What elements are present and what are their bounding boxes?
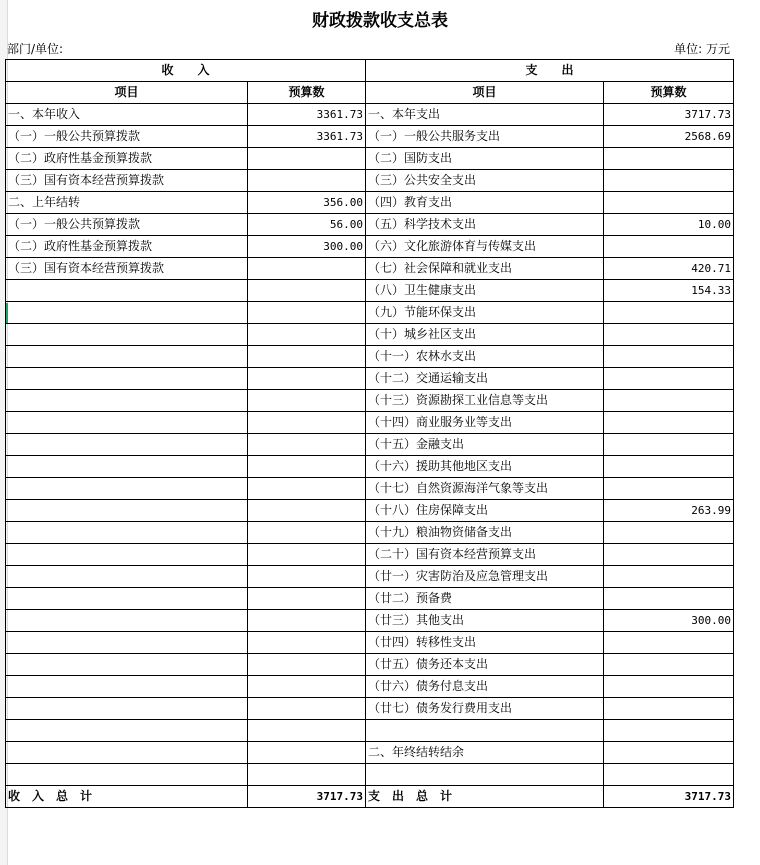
income-value-cell[interactable] xyxy=(248,588,366,610)
expense-value-cell[interactable] xyxy=(604,676,734,698)
expense-item-cell[interactable]: （九）节能环保支出 xyxy=(366,302,604,324)
expense-value-cell[interactable]: 2568.69 xyxy=(604,126,734,148)
table-row xyxy=(6,544,734,566)
income-item-cell[interactable] xyxy=(6,588,248,610)
income-item-cell[interactable]: 二、上年结转 xyxy=(6,192,248,214)
total-income-value[interactable]: 3717.73 xyxy=(248,786,366,808)
table-row xyxy=(6,258,734,280)
income-item-cell[interactable] xyxy=(6,676,248,698)
expense-value-cell[interactable] xyxy=(604,764,734,786)
income-value-cell[interactable]: 356.00 xyxy=(248,192,366,214)
table-row xyxy=(6,632,734,654)
expense-value-cell[interactable]: 420.71 xyxy=(604,258,734,280)
table-row xyxy=(6,302,734,324)
expense-item-cell[interactable]: （廿一）灾害防治及应急管理支出 xyxy=(366,566,604,588)
income-value-cell[interactable] xyxy=(248,390,366,412)
expense-value-cell[interactable] xyxy=(604,566,734,588)
expense-budget-header[interactable]: 预算数 xyxy=(604,82,734,104)
expense-value-cell[interactable] xyxy=(604,170,734,192)
expense-item-cell[interactable]: （廿七）债务发行费用支出 xyxy=(366,698,604,720)
table-row xyxy=(6,412,734,434)
expense-value-cell[interactable] xyxy=(604,346,734,368)
expense-section-header[interactable]: 支 出 xyxy=(366,60,734,82)
expense-value-cell[interactable]: 10.00 xyxy=(604,214,734,236)
expense-value-cell[interactable] xyxy=(604,456,734,478)
expense-item-cell[interactable]: （十九）粮油物资储备支出 xyxy=(366,522,604,544)
expense-item-cell[interactable]: （廿五）债务还本支出 xyxy=(366,654,604,676)
expense-item-cell[interactable] xyxy=(366,764,604,786)
expense-value-cell[interactable] xyxy=(604,148,734,170)
table-row xyxy=(6,104,734,126)
column-header-row xyxy=(6,82,734,104)
expense-item-cell[interactable]: （廿四）转移性支出 xyxy=(366,632,604,654)
expense-item-cell[interactable]: （二十）国有资本经营预算支出 xyxy=(366,544,604,566)
total-row xyxy=(6,786,734,808)
income-item-cell[interactable]: （二）政府性基金预算拨款 xyxy=(6,236,248,258)
table-row xyxy=(6,610,734,632)
income-item-cell[interactable] xyxy=(6,720,248,742)
income-item-cell[interactable] xyxy=(6,500,248,522)
income-value-cell[interactable] xyxy=(248,544,366,566)
expense-value-cell[interactable] xyxy=(604,478,734,500)
page-title: 财政拨款收支总表 xyxy=(312,11,448,31)
table-row xyxy=(6,522,734,544)
income-item-header[interactable]: 项目 xyxy=(6,82,248,104)
table-row xyxy=(6,390,734,412)
income-value-cell[interactable] xyxy=(248,698,366,720)
department-label: 部门/单位: xyxy=(7,42,64,56)
income-item-cell[interactable] xyxy=(6,610,248,632)
unit-label: 单位: 万元 xyxy=(674,42,730,56)
expense-value-cell[interactable] xyxy=(604,544,734,566)
income-item-cell[interactable]: （三）国有资本经营预算拨款 xyxy=(6,170,248,192)
income-value-cell[interactable] xyxy=(248,720,366,742)
expense-item-cell[interactable]: （十八）住房保障支出 xyxy=(366,500,604,522)
income-item-cell[interactable] xyxy=(6,368,248,390)
income-value-cell[interactable]: 3361.73 xyxy=(248,126,366,148)
expense-item-cell[interactable]: （廿三）其他支出 xyxy=(366,610,604,632)
income-value-cell[interactable] xyxy=(248,324,366,346)
expense-item-cell[interactable]: （十一）农林水支出 xyxy=(366,346,604,368)
income-value-cell[interactable] xyxy=(248,522,366,544)
table-row xyxy=(6,192,734,214)
income-value-cell[interactable] xyxy=(248,478,366,500)
expense-value-cell[interactable]: 300.00 xyxy=(604,610,734,632)
income-item-cell[interactable] xyxy=(6,522,248,544)
expense-item-cell[interactable]: 二、年终结转结余 xyxy=(366,742,604,764)
income-value-cell[interactable] xyxy=(248,170,366,192)
expense-value-cell[interactable] xyxy=(604,742,734,764)
income-value-cell[interactable] xyxy=(248,610,366,632)
table-row xyxy=(6,214,734,236)
income-value-cell[interactable] xyxy=(248,412,366,434)
table-row xyxy=(6,280,734,302)
expense-item-cell[interactable]: （二）国防支出 xyxy=(366,148,604,170)
expense-value-cell[interactable] xyxy=(604,412,734,434)
table-row xyxy=(6,126,734,148)
income-item-cell[interactable] xyxy=(6,566,248,588)
table-row xyxy=(6,720,734,742)
income-item-cell[interactable] xyxy=(6,434,248,456)
expense-value-cell[interactable] xyxy=(604,720,734,742)
table-row xyxy=(6,742,734,764)
total-income-label[interactable]: 收 入 总 计 xyxy=(6,786,248,808)
income-value-cell[interactable] xyxy=(248,742,366,764)
income-item-cell[interactable] xyxy=(6,654,248,676)
income-item-cell[interactable]: 一、本年收入 xyxy=(6,104,248,126)
income-item-cell[interactable] xyxy=(6,544,248,566)
income-item-cell[interactable] xyxy=(6,456,248,478)
expense-value-cell[interactable] xyxy=(604,390,734,412)
expense-item-cell[interactable]: （十）城乡社区支出 xyxy=(366,324,604,346)
income-item-cell[interactable]: （三）国有资本经营预算拨款 xyxy=(6,258,248,280)
expense-item-cell[interactable] xyxy=(366,720,604,742)
income-value-cell[interactable] xyxy=(248,632,366,654)
section-header-row xyxy=(6,60,734,82)
expense-value-cell[interactable] xyxy=(604,236,734,258)
income-item-cell[interactable] xyxy=(6,764,248,786)
expense-item-cell[interactable]: （十四）商业服务业等支出 xyxy=(366,412,604,434)
income-item-cell[interactable] xyxy=(6,324,248,346)
expense-item-cell[interactable]: （廿二）预备费 xyxy=(366,588,604,610)
income-value-cell[interactable] xyxy=(248,500,366,522)
table-row xyxy=(6,566,734,588)
table-row xyxy=(6,456,734,478)
income-value-cell[interactable] xyxy=(248,566,366,588)
income-value-cell[interactable] xyxy=(248,456,366,478)
table-row xyxy=(6,236,734,258)
expense-item-cell[interactable]: （三）公共安全支出 xyxy=(366,170,604,192)
income-value-cell[interactable] xyxy=(248,654,366,676)
income-item-cell[interactable]: （二）政府性基金预算拨款 xyxy=(6,148,248,170)
expense-item-cell[interactable]: （十五）金融支出 xyxy=(366,434,604,456)
expense-value-cell[interactable] xyxy=(604,632,734,654)
expense-item-cell[interactable]: （四）教育支出 xyxy=(366,192,604,214)
income-item-cell[interactable] xyxy=(6,698,248,720)
income-value-cell[interactable] xyxy=(248,302,366,324)
income-item-cell[interactable]: （一）一般公共预算拨款 xyxy=(6,214,248,236)
income-section-header[interactable]: 收 入 xyxy=(6,60,366,82)
income-value-cell[interactable]: 56.00 xyxy=(248,214,366,236)
table-row xyxy=(6,478,734,500)
expense-item-cell[interactable]: （廿六）债务付息支出 xyxy=(366,676,604,698)
expense-item-cell[interactable]: （十三）资源勘探工业信息等支出 xyxy=(366,390,604,412)
expense-item-cell[interactable]: （十六）援助其他地区支出 xyxy=(366,456,604,478)
expense-value-cell[interactable] xyxy=(604,588,734,610)
expense-value-cell[interactable] xyxy=(604,368,734,390)
table-row xyxy=(6,324,734,346)
income-value-cell[interactable]: 3361.73 xyxy=(248,104,366,126)
expense-item-cell[interactable]: （十七）自然资源海洋气象等支出 xyxy=(366,478,604,500)
income-value-cell[interactable] xyxy=(248,280,366,302)
expense-value-cell[interactable] xyxy=(604,324,734,346)
expense-value-cell[interactable] xyxy=(604,192,734,214)
table-row xyxy=(6,764,734,786)
income-value-cell[interactable] xyxy=(248,764,366,786)
income-item-cell[interactable]: （一）一般公共预算拨款 xyxy=(6,126,248,148)
expense-value-cell[interactable] xyxy=(604,522,734,544)
expense-item-header[interactable]: 项目 xyxy=(366,82,604,104)
table-row xyxy=(6,148,734,170)
expense-value-cell[interactable]: 154.33 xyxy=(604,280,734,302)
income-value-cell[interactable] xyxy=(248,258,366,280)
expense-item-cell[interactable]: （十二）交通运输支出 xyxy=(366,368,604,390)
expense-value-cell[interactable]: 3717.73 xyxy=(604,104,734,126)
expense-item-cell[interactable]: （五）科学技术支出 xyxy=(366,214,604,236)
expense-value-cell[interactable] xyxy=(604,698,734,720)
table-row xyxy=(6,654,734,676)
table-row xyxy=(6,368,734,390)
expense-value-cell[interactable]: 263.99 xyxy=(604,500,734,522)
income-value-cell[interactable] xyxy=(248,434,366,456)
income-budget-header[interactable]: 预算数 xyxy=(248,82,366,104)
budget-table xyxy=(5,59,734,808)
income-item-cell[interactable] xyxy=(6,742,248,764)
income-item-cell[interactable] xyxy=(6,390,248,412)
income-value-cell[interactable] xyxy=(248,148,366,170)
total-expense-value[interactable]: 3717.73 xyxy=(604,786,734,808)
income-item-cell[interactable] xyxy=(6,346,248,368)
income-value-cell[interactable]: 300.00 xyxy=(248,236,366,258)
income-item-cell[interactable] xyxy=(6,478,248,500)
expense-value-cell[interactable] xyxy=(604,434,734,456)
expense-item-cell[interactable]: （一）一般公共服务支出 xyxy=(366,126,604,148)
income-value-cell[interactable] xyxy=(248,346,366,368)
total-expense-label[interactable]: 支 出 总 计 xyxy=(366,786,604,808)
table-row xyxy=(6,698,734,720)
income-item-cell[interactable] xyxy=(6,412,248,434)
table-row xyxy=(6,170,734,192)
table-row xyxy=(6,434,734,456)
table-row xyxy=(6,588,734,610)
income-item-cell[interactable] xyxy=(6,302,248,324)
income-item-cell[interactable] xyxy=(6,280,248,302)
income-value-cell[interactable] xyxy=(248,368,366,390)
expense-item-cell[interactable]: （七）社会保障和就业支出 xyxy=(366,258,604,280)
expense-value-cell[interactable] xyxy=(604,302,734,324)
expense-item-cell[interactable]: （八）卫生健康支出 xyxy=(366,280,604,302)
expense-item-cell[interactable]: 一、本年支出 xyxy=(366,104,604,126)
table-row xyxy=(6,346,734,368)
expense-item-cell[interactable]: （六）文化旅游体育与传媒支出 xyxy=(366,236,604,258)
income-value-cell[interactable] xyxy=(248,676,366,698)
table-row xyxy=(6,676,734,698)
expense-value-cell[interactable] xyxy=(604,654,734,676)
income-item-cell[interactable] xyxy=(6,632,248,654)
table-row xyxy=(6,500,734,522)
